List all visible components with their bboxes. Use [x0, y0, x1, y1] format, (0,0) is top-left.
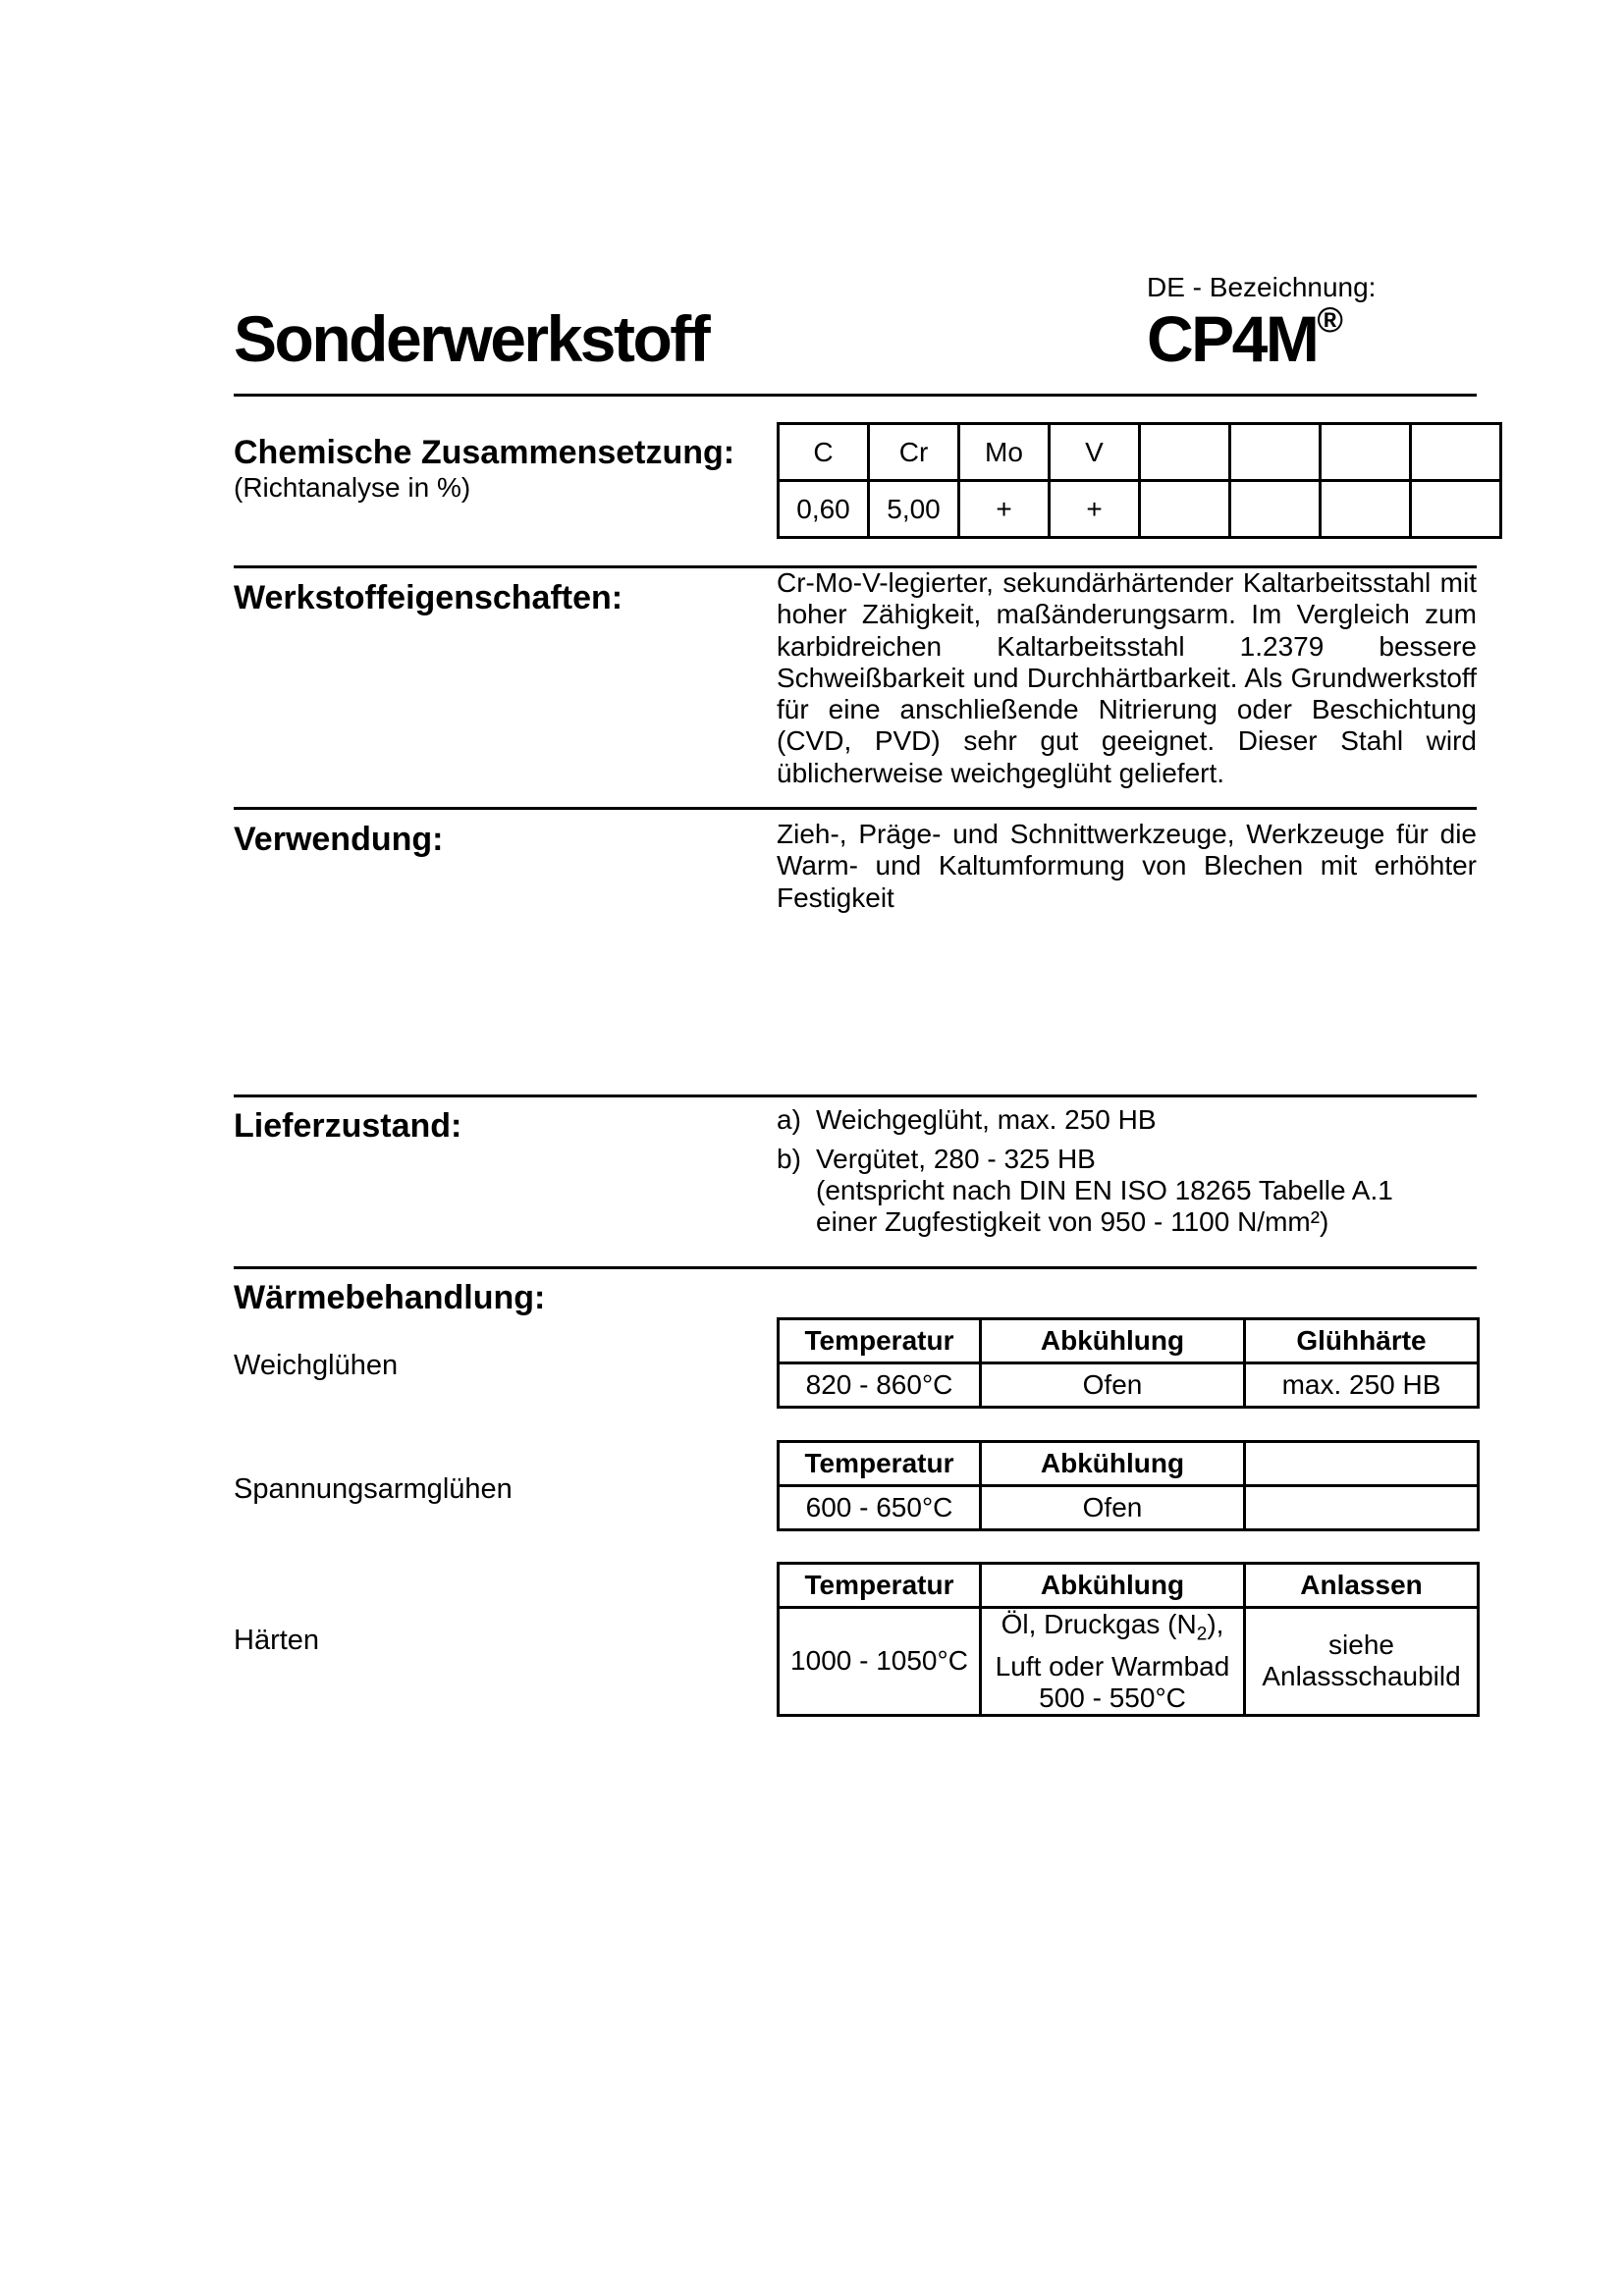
annealing-label: Weichglühen [234, 1350, 399, 1381]
table-cell: 1000 - 1050°C [779, 1608, 981, 1716]
list-marker: a) [777, 1104, 801, 1135]
column-header: Abkühlung [981, 1442, 1245, 1486]
chemical-composition-table [777, 422, 1502, 539]
element-row [779, 424, 1501, 481]
element-cell: Mo [959, 424, 1050, 481]
value-cell [1140, 481, 1230, 538]
delivery-label: Lieferzustand: [234, 1107, 462, 1145]
table-row [779, 1363, 1479, 1408]
column-header: Glühhärte [1245, 1319, 1479, 1363]
column-header [1245, 1442, 1479, 1486]
chemical-label: Chemische Zusammensetzung: [234, 434, 735, 471]
cooling-line: Luft oder Warmbad [995, 1650, 1230, 1682]
stress-relief-table [777, 1440, 1480, 1531]
tempering-line: siehe [1328, 1629, 1394, 1661]
cooling-text: ), [1207, 1609, 1224, 1639]
table-cell [981, 1608, 1245, 1716]
designation-label: DE - Bezeichnung: [1147, 272, 1377, 302]
table-header-row [779, 1442, 1479, 1486]
list-text: Vergütet, 280 - 325 HB [816, 1144, 1096, 1174]
page-title: Sonderwerkstoff [234, 302, 709, 375]
element-cell [1411, 424, 1501, 481]
chemical-sublabel: (Richtanalyse in %) [234, 472, 471, 503]
column-header: Temperatur [779, 1319, 981, 1363]
value-row [779, 481, 1501, 538]
element-cell: C [779, 424, 869, 481]
subscript: 2 [1196, 1624, 1208, 1645]
table-row [779, 1608, 1479, 1716]
element-cell: V [1050, 424, 1140, 481]
table-row [779, 1486, 1479, 1530]
tempering-line: Anlassschaubild [1262, 1661, 1461, 1692]
table-header-row [779, 1319, 1479, 1363]
list-marker: b) [777, 1144, 801, 1174]
annealing-table [777, 1317, 1480, 1409]
column-header: Anlassen [1245, 1564, 1479, 1608]
value-cell: 5,00 [869, 481, 959, 538]
hardening-table [777, 1562, 1480, 1717]
list-text: Weichgeglüht, max. 250 HB [816, 1104, 1157, 1135]
stress-relief-label: Spannungsarmglühen [234, 1473, 513, 1505]
column-header: Temperatur [779, 1564, 981, 1608]
list-text: einer Zugfestigkeit von 950 - 1100 N/mm²) [816, 1206, 1329, 1237]
properties-label: Werkstoffeigenschaften: [234, 579, 623, 616]
table-cell: Ofen [981, 1486, 1245, 1530]
cooling-line [982, 1609, 1243, 1651]
element-cell [1230, 424, 1321, 481]
cooling-text: Öl, Druckgas (N [1001, 1609, 1197, 1639]
divider [234, 1266, 1477, 1269]
divider [234, 394, 1477, 397]
value-cell [1411, 481, 1501, 538]
value-cell: 0,60 [779, 481, 869, 538]
list-item [777, 1144, 1477, 1238]
table-header-row [779, 1564, 1479, 1608]
product-name-text: CP4M [1147, 302, 1318, 375]
table-cell: max. 250 HB [1245, 1363, 1479, 1408]
cooling-line: 500 - 550°C [1039, 1682, 1186, 1713]
value-cell: + [959, 481, 1050, 538]
heat-treatment-label: Wärmebehandlung: [234, 1279, 546, 1316]
list-text: (entspricht nach DIN EN ISO 18265 Tabelle A.1 [816, 1175, 1393, 1205]
divider [234, 1095, 1477, 1097]
element-cell [1140, 424, 1230, 481]
delivery-list [777, 1104, 1477, 1238]
table-cell: Ofen [981, 1363, 1245, 1408]
divider [234, 807, 1477, 810]
value-cell [1230, 481, 1321, 538]
hardening-label: Härten [234, 1625, 320, 1656]
element-cell [1321, 424, 1411, 481]
registered-mark: ® [1317, 299, 1343, 340]
product-name [1147, 299, 1343, 389]
column-header: Abkühlung [981, 1564, 1245, 1608]
value-cell: + [1050, 481, 1140, 538]
value-cell [1321, 481, 1411, 538]
usage-text: Zieh-, Präge- und Schnittwerkzeuge, Werkzeuge für die Warm- und Kaltumformung von Blechen mit erhöhter Festigkeit [777, 819, 1477, 913]
column-header: Temperatur [779, 1442, 981, 1486]
column-header: Abkühlung [981, 1319, 1245, 1363]
table-cell: 820 - 860°C [779, 1363, 981, 1408]
usage-label: Verwendung: [234, 821, 444, 858]
element-cell: Cr [869, 424, 959, 481]
list-item [777, 1104, 1477, 1136]
table-cell [1245, 1486, 1479, 1530]
properties-text: Cr-Mo-V-legierter, sekundärhärtender Kaltarbeitsstahl mit hoher Zähigkeit, maßänderungsarm. Im Vergleich zum karbidreichen Kaltarbeitsstahl 1.2379 bessere Schweißbarkeit und Durchhärtbarkeit. Als Grundwerkstoff für eine anschließende Nitrierung oder Beschichtung (CVD, PVD) sehr gut geeignet. Dieser Stahl wird üblicherweise weichgeglüht geliefert. [777, 567, 1477, 788]
table-cell: 600 - 650°C [779, 1486, 981, 1530]
table-cell [1245, 1608, 1479, 1716]
